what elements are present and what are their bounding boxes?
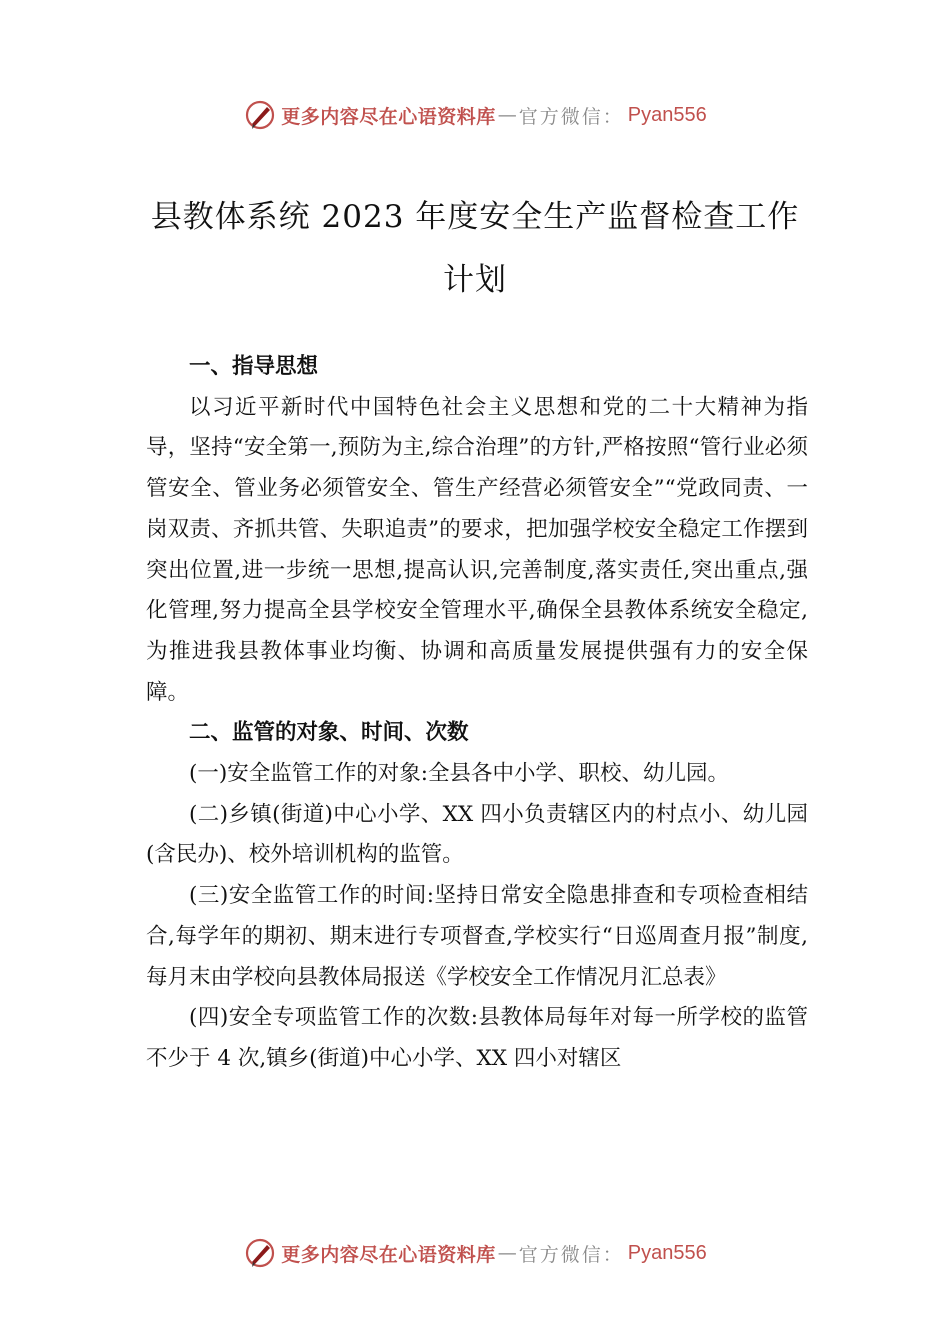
- paragraph-item-1: (一)安全监管工作的对象:全县各中小学、职校、幼儿园。: [189, 761, 730, 787]
- document-body: [146, 347, 808, 1080]
- banner-wechat-id: Pyan556: [627, 103, 707, 126]
- document-title: 县教体系统 2023 年度安全生产监督检查工作计划: [150, 199, 800, 298]
- banner-wechat-id: Pyan556: [627, 1241, 707, 1264]
- banner-dash: —: [497, 104, 517, 126]
- pen-quill-icon: [243, 1236, 277, 1270]
- top-banner: [0, 95, 950, 135]
- section-heading-1: 一、指导思想: [189, 354, 319, 379]
- paragraph-item-3: (三)安全监管工作的时间:坚持日常安全隐患排查和专项检查相结合,每学年的期初、期末进行专项督查,学校实行“日巡周查月报”制度,每月末由学校向县教体局报送《学校安全工作情况月汇总表》: [146, 883, 808, 990]
- bottom-banner: [0, 1233, 950, 1273]
- section-heading-2: 二、监管的对象、时间、次数: [189, 720, 469, 746]
- banner-dash: —: [497, 1242, 517, 1264]
- banner-brand: 更多内容尽在心语资料库: [281, 105, 496, 128]
- pen-quill-icon: [243, 98, 277, 132]
- paragraph-item-4: (四)安全专项监管工作的次数:县教体局每年对每一所学校的监管不少于 4 次,镇乡(街道)中心小学、XX 四小对辖区: [146, 1005, 808, 1071]
- banner-wechat-label: 官方微信：: [518, 105, 624, 128]
- banner-brand: 更多内容尽在心语资料库: [281, 1243, 496, 1266]
- paragraph-guiding-thought: 以习近平新时代中国特色社会主义思想和党的二十大精神为指导，坚持“安全第一,预防为主,综合治理”的方针,严格按照“管行业必须管安全、管业务必须管安全、管生产经营必须管安全”“党政同责、一岗双责、齐抓共管、失职追责”的要求，把加强学校安全稳定工作摆到突出位置,进一步统一思想,提高认识,完善制度,落实责任,突出重点,强化管理,努力提高全县学校安全管理水平,确保全县教体系统安全稳定,为推进我县教体事业均衡、协调和高质量发展提供强有力的安全保障。: [146, 394, 808, 705]
- banner-wechat-label: 官方微信：: [518, 1243, 624, 1266]
- paragraph-item-2: (二)乡镇(街道)中心小学、XX 四小负责辖区内的村点小、幼儿园(含民办)、校外培训机构的监管。: [146, 801, 808, 868]
